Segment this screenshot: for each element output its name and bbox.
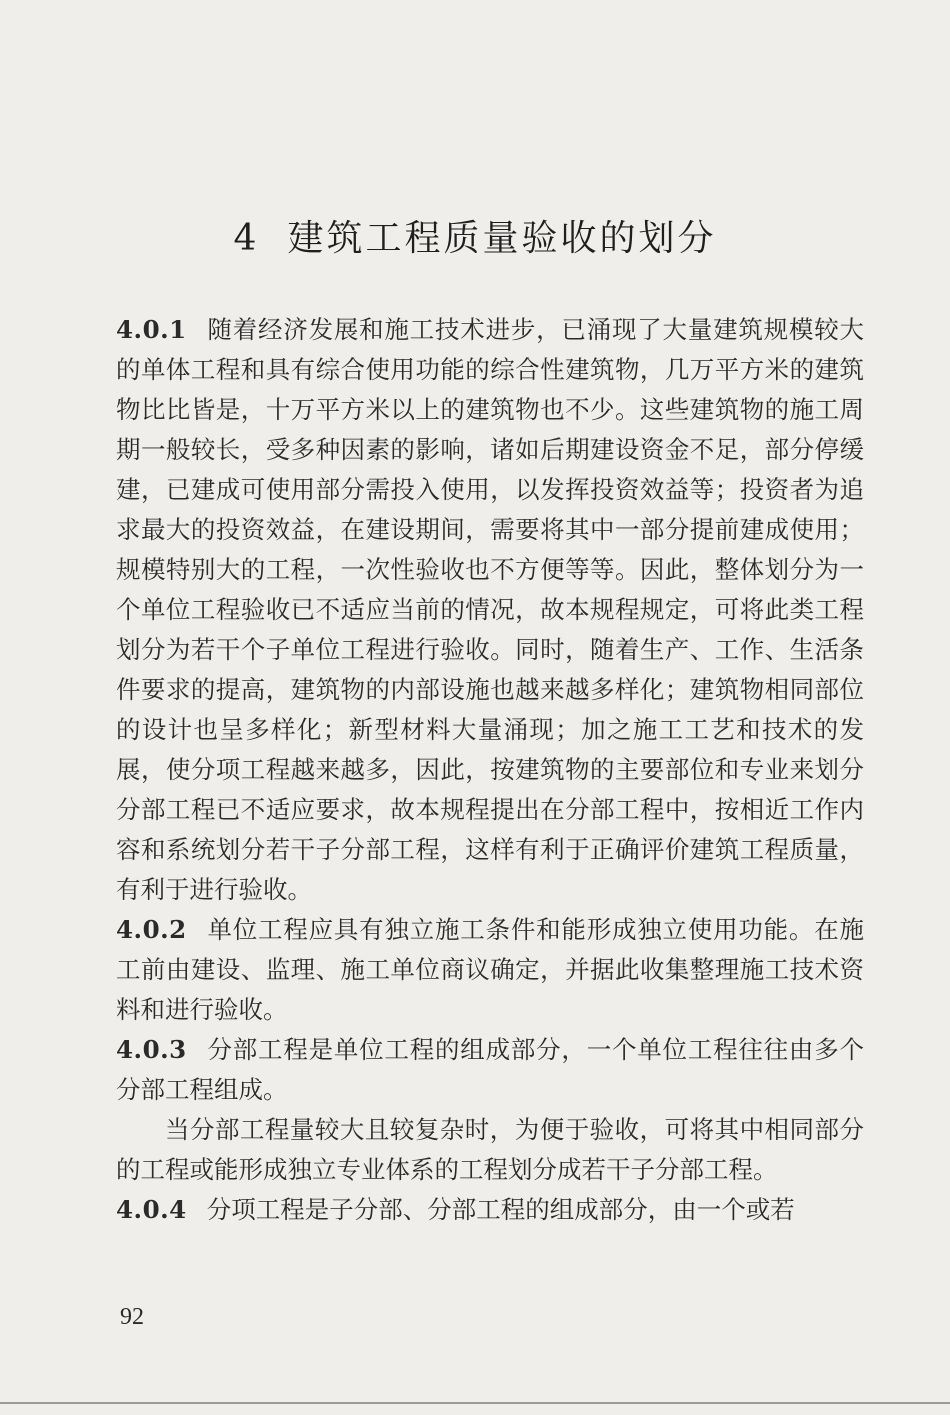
clause-4-0-3-paragraph <box>116 1110 864 1190</box>
bottom-edge-line <box>0 1402 950 1404</box>
clause-number: 4.0.2 <box>116 915 187 944</box>
chapter-title <box>0 210 950 261</box>
clause-text: 当分部工程量较大且较复杂时，为便于验收，可将其中相同部分的工程或能形成独立专业体系的工程划分成若干子分部工程。 <box>116 1115 864 1184</box>
clause-text: 分项工程是子分部、分部工程的组成部分，由一个或若 <box>206 1195 795 1224</box>
clause-number: 4.0.1 <box>116 315 187 344</box>
clause-4-0-1 <box>116 310 864 910</box>
page-number: 92 <box>120 1304 144 1330</box>
chapter-title-text: 建筑工程质量验收的划分 <box>287 218 717 259</box>
clause-4-0-4 <box>116 1190 864 1230</box>
clause-4-0-2 <box>116 910 864 1030</box>
clause-number: 4.0.4 <box>116 1195 187 1224</box>
clause-text: 分部工程是单位工程的组成部分，一个单位工程往往由多个分部工程组成。 <box>116 1035 864 1104</box>
clause-text: 单位工程应具有独立施工条件和能形成独立使用功能。在施工前由建设、监理、施工单位商议确定，并据此收集整理施工技术资料和进行验收。 <box>116 915 864 1024</box>
clause-number: 4.0.3 <box>116 1035 187 1064</box>
chapter-number: 4 <box>233 218 260 259</box>
clause-text: 随着经济发展和施工技术进步，已涌现了大量建筑规模较大的单体工程和具有综合使用功能的综合性建筑物，几万平方米的建筑物比比皆是，十万平方米以上的建筑物也不少。这些建筑物的施工周期一般较长，受多种因素的影响，诸如后期建设资金不足，部分停缓建，已建成可使用部分需投入使用，以发挥投资效益等；投资者为追求最大的投资效益，在建设期间，需要将其中一部分提前建成使用；规模特别大的工程，一次性验收也不方便等等。因此，整体划分为一个单位工程验收已不适应当前的情况，故本规程规定，可将此类工程划分为若干个子单位工程进行验收。同时，随着生产、工作、生活条件要求的提高，建筑物的内部设施也越来越多样化；建筑物相同部位的设计也呈多样化；新型材料大量涌现；加之施工工艺和技术的发展，使分项工程越来越多，因此，按建筑物的主要部位和专业来划分分部工程已不适应要求，故本规程提出在分部工程中，按相近工作内容和系统划分若干子分部工程，这样有利于正确评价建筑工程质量，有利于进行验收。 <box>116 315 864 904</box>
body-text <box>116 310 864 1230</box>
clause-4-0-3 <box>116 1030 864 1110</box>
